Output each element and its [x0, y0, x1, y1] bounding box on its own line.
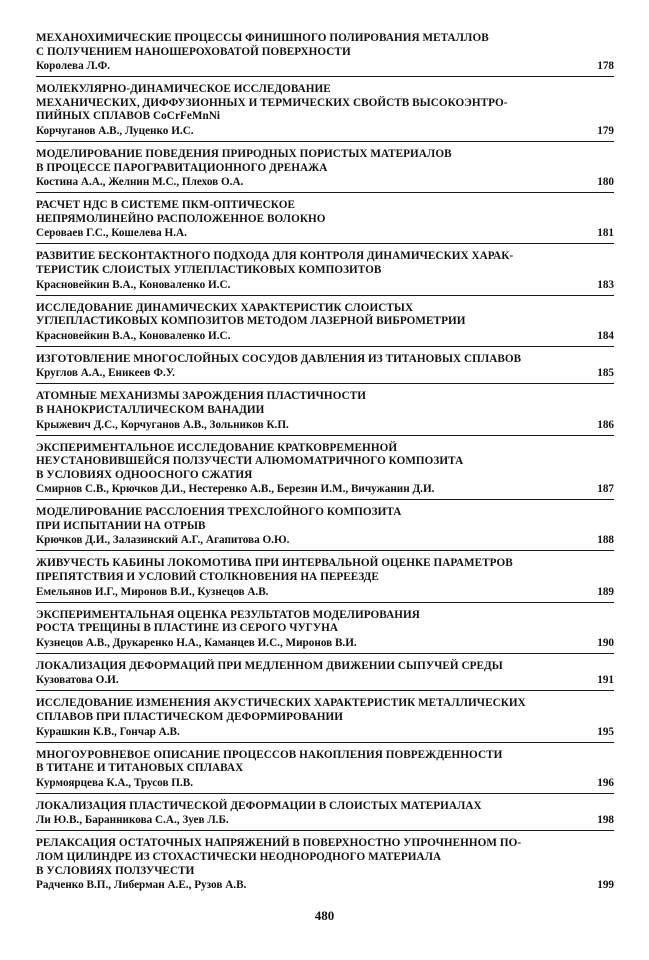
entry-title: РАСЧЕТ НДС В СИСТЕМЕ ПКМ-ОПТИЧЕСКОЕ НЕПРЯМОЛИНЕЙНО РАСПОЛОЖЕННОЕ ВОЛОКНО	[36, 199, 326, 225]
entry-title: АТОМНЫЕ МЕХАНИЗМЫ ЗАРОЖДЕНИЯ ПЛАСТИЧНОСТИ В НАНОКРИСТАЛЛИЧЕСКОМ ВАНАДИИ	[36, 390, 366, 416]
toc-entry	[36, 83, 614, 142]
entry-authors-row	[36, 636, 614, 650]
entry-page-number: 190	[597, 636, 614, 649]
entry-authors: Круглов А.А., Еникеев Ф.У.	[36, 367, 175, 380]
entry-authors-row	[36, 418, 614, 432]
entry-page-number: 191	[597, 674, 614, 687]
entry-authors-row	[36, 482, 614, 496]
entry-page-number: 196	[597, 776, 614, 789]
entry-page-number: 183	[597, 278, 614, 291]
entry-title: ИЗГОТОВЛЕНИЕ МНОГОСЛОЙНЫХ СОСУДОВ ДАВЛЕНИЯ ИЗ ТИТАНОВЫХ СПЛАВОВ	[36, 352, 522, 365]
toc-entry	[36, 660, 614, 692]
entry-authors: Курашкин К.В., Гончар А.В.	[36, 725, 180, 738]
entry-page-number: 188	[597, 534, 614, 547]
entry-page-number: 195	[597, 725, 614, 738]
table-of-contents	[36, 32, 614, 901]
toc-entry	[36, 800, 614, 832]
entry-title: ЭКСПЕРИМЕНТАЛЬНАЯ ОЦЕНКА РЕЗУЛЬТАТОВ МОДЕЛИРОВАНИЯ РОСТА ТРЕЩИНЫ В ПЛАСТИНЕ ИЗ СЕРОГО ЧУГУНА	[36, 608, 420, 635]
toc-entry	[36, 506, 614, 551]
entry-authors-row	[36, 585, 614, 599]
entry-title: ЛОКАЛИЗАЦИЯ ДЕФОРМАЦИЙ ПРИ МЕДЛЕННОМ ДВИЖЕНИИ СЫПУЧЕЙ СРЕДЫ	[36, 659, 503, 672]
entry-authors-row	[36, 329, 614, 343]
entry-title: ИССЛЕДОВАНИЕ ИЗМЕНЕНИЯ АКУСТИЧЕСКИХ ХАРАКТЕРИСТИК МЕТАЛЛИЧЕСКИХ СПЛАВОВ ПРИ ПЛАСТИЧЕСКОМ ДЕФОРМИРОВАНИИ	[36, 697, 526, 724]
entry-authors-row	[36, 175, 614, 189]
entry-title: МОДЕЛИРОВАНИЕ ПОВЕДЕНИЯ ПРИРОДНЫХ ПОРИСТЫХ МАТЕРИАЛОВ В ПРОЦЕССЕ ПАРОГРАВИТАЦИОННОГО ДРЕНАЖА	[36, 147, 452, 174]
entry-authors: Костина А.А., Желнин М.С., Плехов О.А.	[36, 176, 244, 189]
entry-title: РАЗВИТИЕ БЕСКОНТАКТНОГО ПОДХОДА ДЛЯ КОНТРОЛЯ ДИНАМИЧЕСКИХ ХАРАК- ТЕРИСТИК СЛОИСТЫХ УГЛЕПЛАСТИКОВЫХ КОМПОЗИТОВ	[36, 250, 514, 276]
entry-title: МНОГОУРОВНЕВОЕ ОПИСАНИЕ ПРОЦЕССОВ НАКОПЛЕНИЯ ПОВРЕЖДЕННОСТИ В ТИТАНЕ И ТИТАНОВЫХ СПЛАВАХ	[36, 748, 503, 775]
page-number: 480	[314, 908, 335, 923]
entry-authors-row	[36, 725, 614, 739]
entry-authors: Крыжевич Д.С., Корчуганов А.В., Зольников К.П.	[36, 418, 289, 431]
toc-entry	[36, 199, 614, 244]
entry-authors-row	[36, 226, 614, 240]
entry-page-number: 189	[597, 585, 614, 598]
entry-authors-row	[36, 278, 614, 292]
toc-entry	[36, 749, 614, 794]
entry-authors: Красновейкин В.А., Коноваленко И.С.	[36, 329, 231, 342]
toc-entry	[36, 148, 614, 193]
toc-entry	[36, 557, 614, 602]
entry-authors: Курмоярцева К.А., Трусов П.В.	[36, 776, 194, 789]
toc-entry	[36, 353, 614, 385]
entry-authors: Крючков Д.И., Залазинский А.Г., Агапитова О.Ю.	[36, 534, 290, 547]
entry-authors-row	[36, 59, 614, 73]
entry-page-number: 184	[597, 329, 614, 342]
entry-page-number: 187	[597, 483, 614, 496]
entry-authors: Смирнов С.В., Крючков Д.И., Нестеренко А.В., Березин И.М., Вичужанин Д.И.	[36, 483, 435, 496]
entry-authors: Емельянов И.Г., Миронов В.И., Кузнецов А.В.	[36, 585, 269, 598]
toc-entry	[36, 390, 614, 435]
entry-title: МОЛЕКУЛЯРНО-ДИНАМИЧЕСКОЕ ИССЛЕДОВАНИЕ МЕХАНИЧЕСКИХ, ДИФФУЗИОННЫХ И ТЕРМИЧЕСКИХ СВОЙСТВ ВЫСОКОЭНТРО- ПИЙНЫХ СПЛАВОВ CoCrFeMnNi	[36, 83, 508, 123]
entry-authors: Ли Ю.В., Баранникова С.А., Зуев Л.Б.	[36, 814, 229, 827]
entry-authors-row	[36, 776, 614, 790]
entry-page-number: 179	[597, 124, 614, 137]
entry-authors-row	[36, 878, 614, 892]
entry-authors: Сероваев Г.С., Кошелева Н.А.	[36, 227, 187, 240]
entry-page-number: 181	[597, 227, 614, 240]
toc-entry	[36, 837, 614, 895]
entry-title: ЖИВУЧЕСТЬ КАБИНЫ ЛОКОМОТИВА ПРИ ИНТЕРВАЛЬНОЙ ОЦЕНКЕ ПАРАМЕТРОВ ПРЕПЯТСТВИЯ И УСЛОВИЙ СТОЛКНОВЕНИЯ НА ПЕРЕЕЗДЕ	[36, 557, 513, 584]
entry-authors: Кузнецов А.В., Друкаренко Н.А., Каманцев И.С., Миронов В.И.	[36, 636, 357, 649]
entry-title: ЛОКАЛИЗАЦИЯ ПЛАСТИЧЕСКОЙ ДЕФОРМАЦИИ В СЛОИСТЫХ МАТЕРИАЛАХ	[36, 799, 482, 812]
entry-authors: Корчуганов А.В., Луценко И.С.	[36, 124, 194, 137]
toc-entry	[36, 302, 614, 347]
entry-page-number: 198	[597, 814, 614, 827]
entry-title: МОДЕЛИРОВАНИЕ РАССЛОЕНИЯ ТРЕХСЛОЙНОГО КОМПОЗИТА ПРИ ИСПЫТАНИИ НА ОТРЫВ	[36, 506, 402, 532]
entry-authors-row	[36, 813, 614, 827]
entry-authors: Королева Л.Ф.	[36, 60, 111, 73]
toc-entry	[36, 609, 614, 654]
entry-page-number: 199	[597, 879, 614, 892]
entry-authors: Радченко В.П., Либерман А.Е., Рузов А.В.	[36, 879, 247, 892]
entry-authors-row	[36, 673, 614, 687]
toc-entry	[36, 442, 614, 501]
entry-title: МЕХАНОХИМИЧЕСКИЕ ПРОЦЕССЫ ФИНИШНОГО ПОЛИРОВАНИЯ МЕТАЛЛОВ С ПОЛУЧЕНИЕМ НАНОШЕРОХОВАТОЙ ПОВЕРХНОСТИ	[36, 32, 489, 58]
toc-entry	[36, 697, 614, 742]
entry-authors-row	[36, 366, 614, 380]
entry-title: РЕЛАКСАЦИЯ ОСТАТОЧНЫХ НАПРЯЖЕНИЙ В ПОВЕРХНОСТНО УПРОЧНЕННОМ ПО- ЛОМ ЦИЛИНДРЕ ИЗ СТОХАСТИЧЕСКИ НЕОДНОРОДНОГО МАТЕРИАЛА В УСЛОВИЯХ ПОЛЗУЧЕСТИ	[36, 837, 522, 877]
entry-authors-row	[36, 533, 614, 547]
entry-title: ИССЛЕДОВАНИЕ ДИНАМИЧЕСКИХ ХАРАКТЕРИСТИК СЛОИСТЫХ УГЛЕПЛАСТИКОВЫХ КОМПОЗИТОВ МЕТОДОМ ЛАЗЕРНОЙ ВИБРОМЕТРИИ	[36, 301, 466, 328]
entry-page-number: 186	[597, 418, 614, 431]
entry-authors: Кузоватова О.И.	[36, 674, 119, 687]
entry-page-number: 185	[597, 367, 614, 380]
toc-entry	[36, 250, 614, 295]
entry-authors-row	[36, 124, 614, 138]
entry-page-number: 180	[597, 176, 614, 189]
entry-page-number: 178	[597, 60, 614, 73]
entry-title: ЭКСПЕРИМЕНТАЛЬНОЕ ИССЛЕДОВАНИЕ КРАТКОВРЕМЕННОЙ НЕУСТАНОВИВШЕЙСЯ ПОЛЗУЧЕСТИ АЛЮМОМАТРИЧНОГО КОМПОЗИТА В УСЛОВИЯХ ОДНООСНОГО СЖАТИЯ	[36, 441, 464, 481]
toc-entry	[36, 32, 614, 77]
entry-authors: Красновейкин В.А., Коноваленко И.С.	[36, 278, 231, 291]
